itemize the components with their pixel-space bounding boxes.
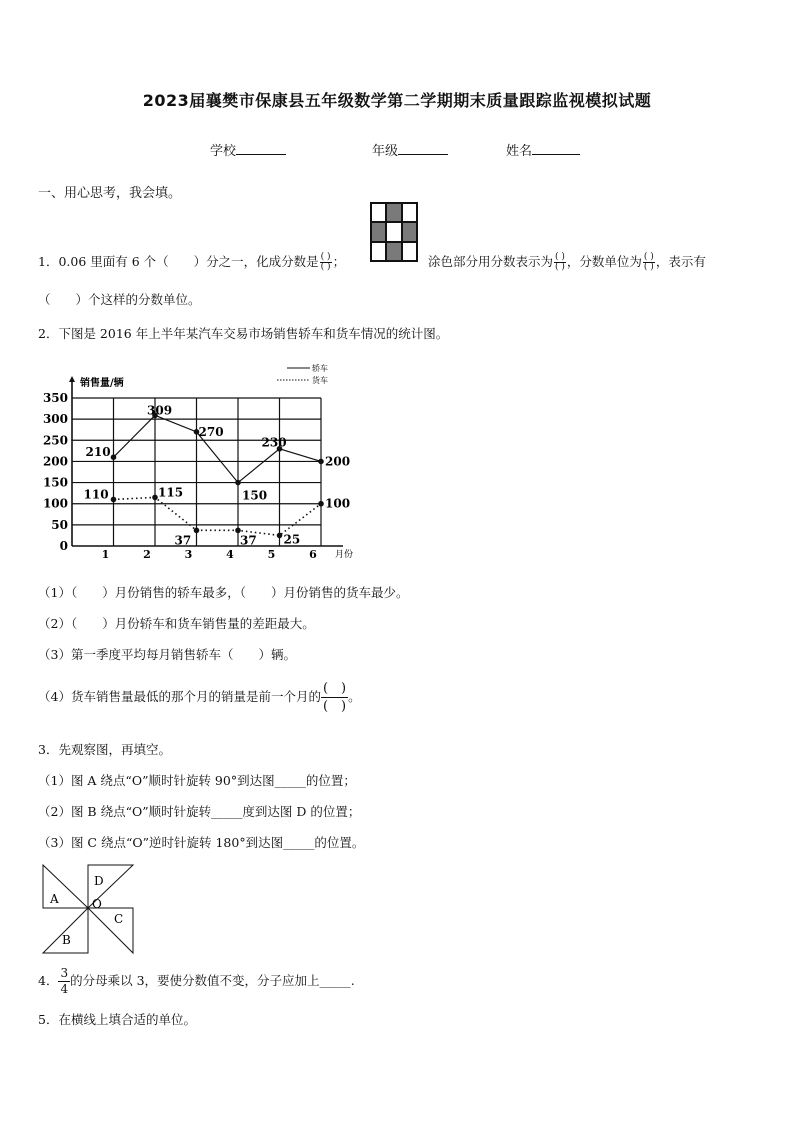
data-label-car: 270 — [198, 424, 224, 439]
q1-fraction-blank-3[interactable]: $\frac{( )}{( )}$ — [643, 252, 654, 272]
grade-label: 年级 — [372, 144, 399, 159]
data-point-car — [111, 454, 117, 460]
q2-sub-4 — [38, 680, 361, 715]
q3-sub-1: （1）图 A 绕点“O”顺时针旋转 90°到达图_____的位置； — [38, 773, 356, 788]
q1-line-2: （ ）个这样的分数单位。 — [38, 292, 201, 307]
question-4 — [38, 966, 355, 997]
school-field[interactable] — [210, 140, 286, 159]
data-point-truck — [318, 501, 324, 507]
grid-cell — [386, 222, 401, 241]
section-heading: 一、用心思考，我会填。 — [38, 186, 182, 201]
grid-cell — [402, 242, 417, 261]
data-label-truck: 115 — [158, 485, 184, 500]
y-tick-label: 200 — [42, 454, 68, 469]
q3-sub-2: （2）图 B 绕点“O”顺时针旋转_____度到达图 D 的位置； — [38, 804, 361, 819]
y-tick-label: 250 — [42, 433, 68, 448]
grid-cell — [402, 203, 417, 222]
grade-field[interactable] — [372, 140, 448, 159]
data-point-truck — [194, 528, 200, 534]
q2-fraction-blank[interactable]: $\frac{( )}{( )}$ — [322, 681, 347, 714]
sales-line-chart — [40, 360, 370, 560]
data-label-car: 150 — [242, 488, 268, 503]
label-d: D — [94, 874, 104, 888]
question-1-cont — [428, 252, 706, 272]
grid-cell — [371, 222, 386, 241]
grid-cell — [371, 203, 386, 222]
data-point-truck — [277, 533, 283, 539]
x-tick-label: 6 — [309, 548, 317, 560]
question-1 — [38, 252, 345, 272]
grid-cell — [371, 242, 386, 261]
question-2: 2．下图是 2016 年上半年某汽车交易市场销售轿车和货车情况的统计图。 — [38, 326, 449, 341]
data-label-truck: 37 — [240, 533, 257, 548]
data-label-truck: 110 — [83, 487, 109, 502]
y-axis-arrow — [69, 376, 75, 382]
grade-blank[interactable] — [398, 142, 448, 155]
x-tick-label: 1 — [101, 548, 110, 560]
data-label-truck: 100 — [325, 496, 351, 511]
q2-sub-3: （3）第一季度平均每月销售轿车（ ）辆。 — [38, 647, 296, 662]
data-point-truck — [111, 497, 117, 503]
q1-fraction-blank-2[interactable]: $\frac{( )}{( )}$ — [555, 252, 565, 272]
y-tick-label: 0 — [59, 539, 68, 553]
data-point-truck — [152, 495, 158, 501]
question-5: 5．在横线上填合适的单位。 — [38, 1012, 196, 1027]
q2-sub-4-end: 。 — [348, 689, 361, 704]
legend-label-truck: 货车 — [312, 376, 328, 385]
name-label: 姓名 — [506, 144, 533, 159]
data-label-car: 309 — [147, 403, 173, 418]
x-tick-label: 3 — [184, 548, 193, 560]
y-axis-label: 销售量/辆 — [80, 378, 124, 389]
grid-cell — [386, 242, 401, 261]
label-a: A — [50, 892, 59, 906]
series-line-truck — [114, 497, 322, 535]
y-tick-label: 100 — [42, 496, 68, 511]
school-label: 学校 — [210, 144, 237, 159]
q2-sub-1: （1）（ ）月份销售的轿车最多，（ ）月份销售的货车最少。 — [38, 585, 409, 600]
y-tick-label: 50 — [51, 517, 68, 532]
data-label-truck: 37 — [174, 533, 192, 548]
q1-text-1: 1．0.06 里面有 6 个（ ）分之一，化成分数是 — [38, 254, 319, 269]
question-3: 3．先观察图，再填空。 — [38, 742, 171, 757]
q4-prefix: 4． — [38, 973, 59, 988]
y-tick-label: 300 — [42, 412, 68, 427]
q1-text-3: 涂色部分用分数表示为 — [428, 254, 554, 269]
x-axis-label: 月份 — [335, 550, 354, 560]
data-point-car — [318, 459, 324, 465]
label-o: O — [92, 897, 102, 911]
legend-label-car: 轿车 — [312, 364, 328, 373]
label-b: B — [62, 933, 71, 947]
y-tick-label: 350 — [42, 391, 68, 405]
page-title: 2023届襄樊市保康县五年级数学第二学期期末质量跟踪监视模拟试题 — [142, 91, 652, 110]
data-label-car: 230 — [261, 435, 287, 450]
name-field[interactable] — [506, 140, 580, 159]
q4-fraction: $\frac{3}{4}$ — [60, 966, 69, 996]
data-label-truck: 25 — [283, 532, 301, 547]
q1-text-2: ； — [332, 254, 346, 269]
x-tick-label: 2 — [143, 548, 151, 560]
x-tick-label: 5 — [267, 548, 276, 560]
rotation-figure — [40, 860, 140, 960]
name-blank[interactable] — [532, 142, 580, 155]
data-label-car: 210 — [85, 445, 111, 460]
grid-cell — [386, 203, 401, 222]
data-point-car — [235, 480, 241, 486]
school-blank[interactable] — [236, 142, 286, 155]
q4-text: 的分母乘以 3，要使分数值不变，分子应加上_____. — [70, 973, 355, 988]
x-tick-label: 4 — [226, 548, 234, 560]
triangle-c — [88, 908, 133, 953]
q1-text-5: ，表示有 — [655, 254, 706, 269]
y-tick-label: 150 — [42, 475, 68, 490]
q1-text-4: ，分数单位为 — [566, 254, 642, 269]
grid-cell — [402, 222, 417, 241]
q1-fraction-blank-1[interactable]: $\frac{( )}{( )}$ — [320, 252, 331, 272]
q3-sub-3: （3）图 C 绕点“O”逆时针旋转 180°到达图_____的位置。 — [38, 835, 365, 850]
data-point-truck — [235, 528, 241, 534]
label-c: C — [114, 912, 124, 926]
q2-sub-4-text: （4）货车销售量最低的那个月的销量是前一个月的 — [38, 689, 321, 704]
data-label-car: 200 — [325, 454, 351, 469]
shaded-grid-figure — [370, 202, 418, 262]
q2-sub-2: （2）（ ）月份轿车和货车销售量的差距最大。 — [38, 616, 315, 631]
